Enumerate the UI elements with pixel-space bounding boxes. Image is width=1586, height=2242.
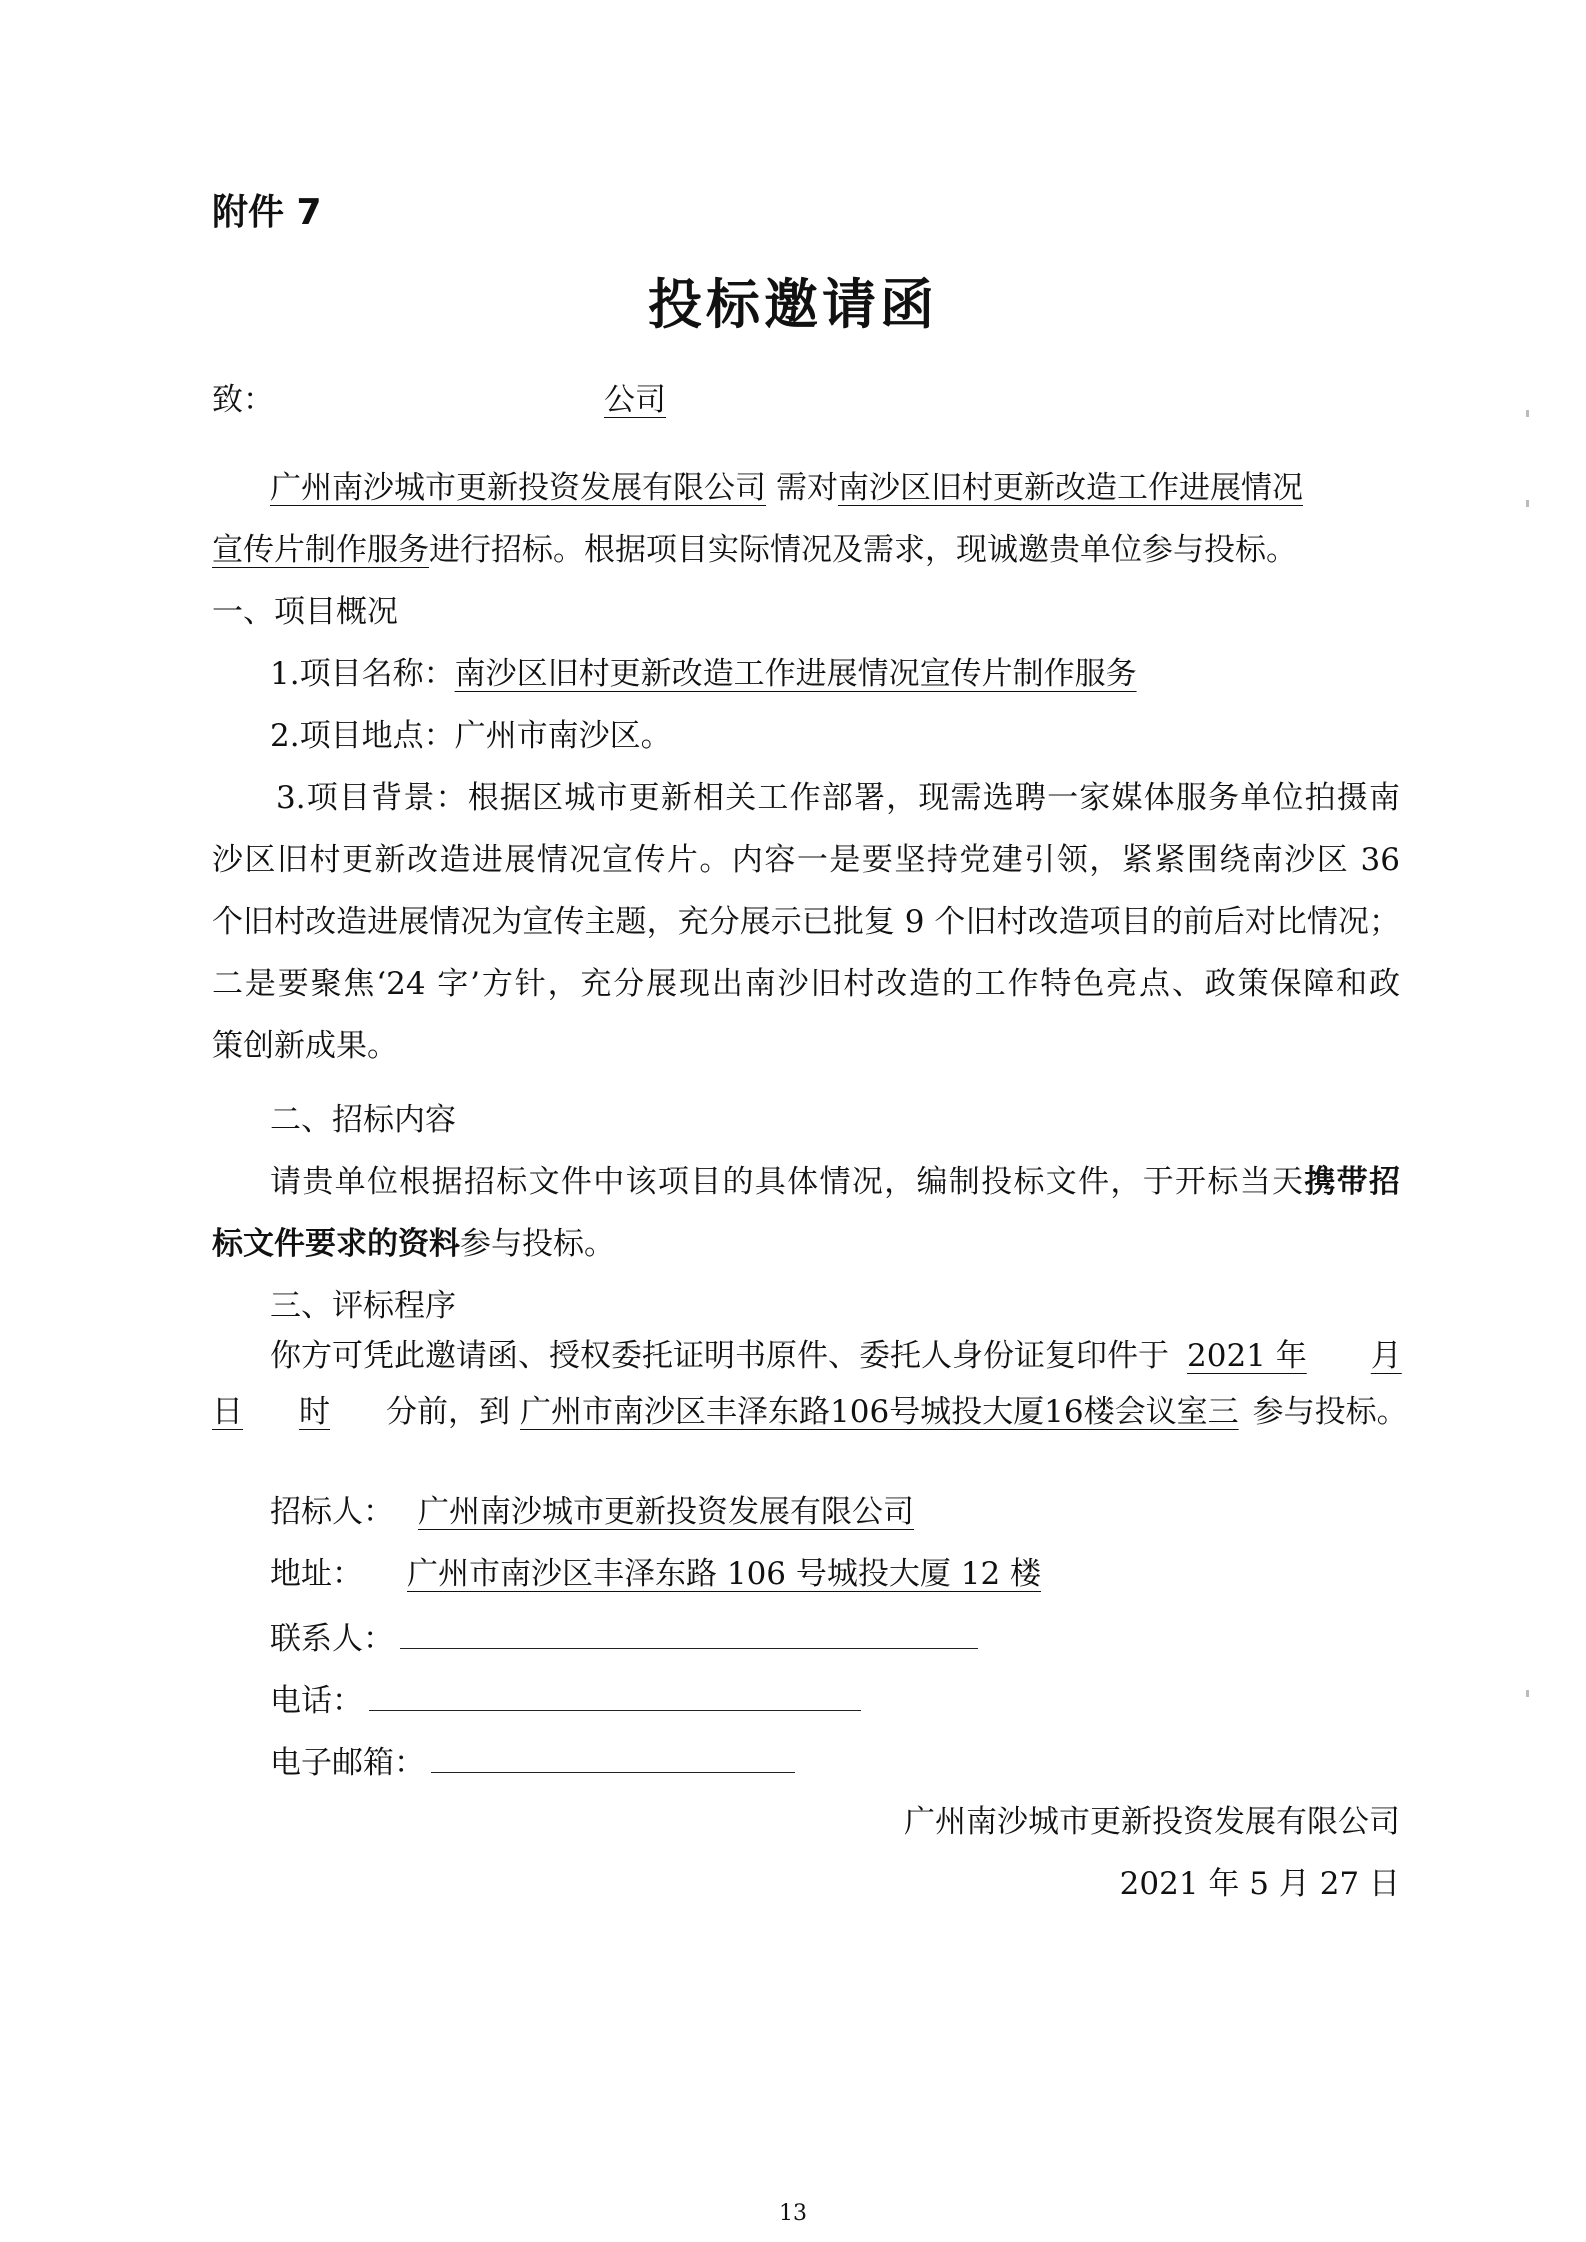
scan-speck [1526,500,1529,507]
tenderer-label: 招标人： [270,1494,394,1530]
contact-person-line [270,1614,978,1661]
project-name-value: 南沙区旧村更新改造工作进展情况宣传片制作服务 [454,656,1137,692]
document-title: 投标邀请函 [648,273,938,336]
section2-bold-1: 携带招 [1304,1164,1401,1200]
tenderer-line [270,1490,1042,1534]
date-field: 2021 年 月 [1187,1338,1402,1374]
scan-speck [1526,410,1529,417]
address-line [270,1552,1055,1596]
background-line-3: 个旧村改造进展情况为宣传主题，充分展示已批复 9 个旧村改造项目的前后对比情况； [212,904,1400,940]
address-label: 地址： [270,1556,363,1592]
section3-heading: 三、评标程序 [270,1288,456,1324]
background-line-5: 策创新成果。 [212,1028,398,1064]
section2-line-1: 请贵单位根据招标文件中该项目的具体情况，编制投标文件，于开标当天携带招 [270,1164,1401,1200]
time-field: 日 时 [212,1394,330,1430]
contact-person-label: 联系人： [270,1621,394,1657]
venue-field: 广州市南沙区丰泽东路106号城投大厦16楼会议室三 [520,1394,1239,1430]
project-location-line [270,714,672,758]
section1-heading: 一、项目概况 [212,594,398,630]
intro-line-1 [270,466,1303,510]
signature-company: 广州南沙城市更新投资发展有限公司 [904,1804,1400,1840]
phone-blank [369,1676,861,1711]
address-value: 广州市南沙区丰泽东路 106 号城投大厦 12 楼 [407,1556,1042,1592]
addressee-prefix: 致： [212,382,274,418]
phone-line [270,1676,861,1723]
section2-heading: 二、招标内容 [270,1102,456,1138]
intro-text-2: 进行招标。根据项目实际情况及需求，现诚邀贵单位参与投标。 [429,532,1297,568]
email-line [270,1738,795,1785]
addressee-company-field: 公司 [604,382,666,418]
project-name-label: 1.项目名称： [270,656,455,692]
project-location-label: 2.项目地点： [270,718,455,754]
background-line-1: 3.项目背景：根据区城市更新相关工作部署，现需选聘一家媒体服务单位拍摄南 [276,780,1400,816]
section2-line-2: 标文件要求的资料参与投标。 [212,1226,615,1262]
signature-date: 2021 年 5 月 27 日 [1119,1866,1400,1902]
phone-label: 电话： [270,1683,363,1719]
attachment-label: 附件 7 [212,192,322,233]
project-location-value: 广州市南沙区。 [454,718,672,754]
tenderer-value: 广州南沙城市更新投资发展有限公司 [418,1494,914,1530]
section3-line-2: 日 时 分前，到 广州市南沙区丰泽东路106号城投大厦16楼会议室三 参与投标。 [212,1394,1408,1430]
intro-company: 广州南沙城市更新投资发展有限公司 [270,470,766,506]
intro-line-2 [212,528,1297,572]
email-label: 电子邮箱： [270,1745,425,1781]
intro-project-cont: 宣传片制作服务 [212,532,429,568]
addressee-line [212,378,680,422]
section3-line-1: 你方可凭此邀请函、授权委托证明书原件、委托人身份证复印件于 2021 年 月 [270,1338,1402,1374]
intro-project: 南沙区旧村更新改造工作进展情况 [838,470,1303,506]
background-line-4: 二是要聚焦‘24 字’方针，充分展现出南沙旧村改造的工作特色亮点、政策保障和政 [212,966,1400,1002]
email-blank [431,1738,795,1773]
page-number: 13 [779,2201,807,2226]
scan-speck [1526,1690,1529,1697]
section2-bold-2: 标文件要求的资料 [212,1226,460,1262]
background-line-2: 沙区旧村更新改造进展情况宣传片。内容一是要坚持党建引领，紧紧围绕南沙区 36 [212,842,1400,878]
intro-text-1: 需对 [776,470,838,506]
contact-person-blank [400,1614,978,1649]
project-name-line [270,652,1137,696]
